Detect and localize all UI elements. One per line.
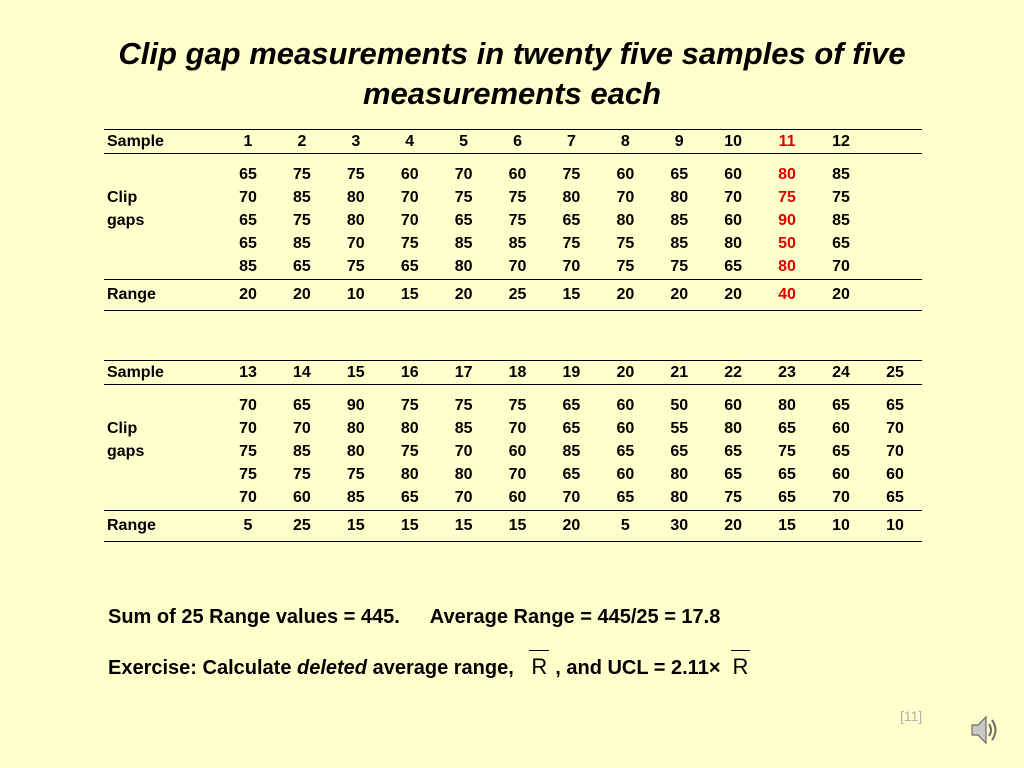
measurement-cell: 75 [454, 188, 473, 206]
measurement-cell: 65 [868, 486, 922, 511]
range-value: 15 [437, 511, 491, 542]
clip-label: Clip [107, 419, 138, 437]
measurement-cell: 75 [508, 211, 527, 229]
measurement-cell: 75 [832, 188, 850, 206]
measurement-row [104, 154, 922, 187]
measurement-cell: 65 [886, 396, 904, 414]
measurement-cell: 70 [454, 165, 473, 183]
sample-number: 6 [491, 130, 545, 154]
measurement-cell: 70 [544, 255, 598, 280]
measurement-cell: 75 [400, 442, 419, 460]
sample-label: Sample [104, 361, 221, 385]
measurement-cell: 75 [293, 465, 311, 483]
sample-number: 11 [760, 130, 814, 154]
empty-cell [868, 154, 922, 187]
measurement-cell: 70 [221, 486, 275, 511]
measurement-cell: 65 [724, 465, 743, 483]
row-label-empty [104, 385, 221, 418]
measurement-cell: 75 [329, 255, 383, 280]
average-range-text: Average Range = 445/25 = 17.8 [429, 606, 721, 628]
measurement-cell: 70 [886, 442, 904, 460]
sample-number: 2 [275, 130, 329, 154]
sample-number: 23 [760, 361, 814, 385]
measurement-cell: 90 [778, 211, 796, 229]
measurement-cell: 85 [293, 188, 311, 206]
empty-cell [868, 232, 922, 255]
measurement-cell: 85 [293, 234, 311, 252]
measurement-cell: 65 [562, 211, 581, 229]
measurement-cell: 75 [778, 442, 796, 460]
clip-gap-table-1 [104, 129, 922, 311]
measurement-cell: 60 [616, 465, 635, 483]
range-row [104, 511, 922, 542]
empty-cell [868, 186, 922, 209]
measurement-cell: 80 [760, 255, 814, 280]
sample-number: 8 [598, 130, 652, 154]
range-label: Range [104, 511, 221, 542]
empty-cell [868, 130, 922, 154]
measurement-cell: 55 [670, 419, 689, 437]
measurement-cell: 75 [706, 486, 760, 511]
measurement-cell: 70 [239, 188, 257, 206]
measurement-cell: 75 [239, 465, 257, 483]
range-value: 20 [544, 511, 598, 542]
empty-cell [868, 280, 922, 311]
measurement-cell: 75 [454, 396, 473, 414]
speaker-icon[interactable] [968, 712, 1002, 748]
measurement-cell: 75 [346, 465, 365, 483]
sample-number: 3 [329, 130, 383, 154]
measurement-cell: 65 [760, 486, 814, 511]
measurement-cell: 80 [454, 465, 473, 483]
sample-number: 16 [383, 361, 437, 385]
measurement-cell: 60 [724, 396, 743, 414]
measurement-cell: 60 [400, 165, 419, 183]
measurement-cell: 85 [454, 419, 473, 437]
measurement-cell: 85 [670, 211, 689, 229]
row-label-empty [104, 463, 221, 486]
row-label-empty [104, 486, 221, 511]
range-value: 5 [598, 511, 652, 542]
range-value: 20 [275, 280, 329, 311]
measurement-cell: 80 [724, 419, 743, 437]
measurement-cell: 65 [616, 442, 635, 460]
sample-number: 20 [598, 361, 652, 385]
measurement-row [104, 385, 922, 418]
measurement-cell: 70 [400, 188, 419, 206]
measurement-cell: 60 [832, 419, 850, 437]
range-value: 15 [760, 511, 814, 542]
r-bar-symbol-2: R [733, 650, 749, 680]
sample-number: 12 [814, 130, 868, 154]
range-value: 25 [491, 280, 545, 311]
measurement-cell: 60 [886, 465, 904, 483]
sample-header-row [104, 361, 922, 385]
measurement-row [104, 463, 922, 486]
measurement-row [104, 209, 922, 232]
range-value: 5 [221, 511, 275, 542]
measurement-cell: 70 [491, 255, 545, 280]
row-label-empty [104, 255, 221, 280]
measurement-cell: 80 [616, 211, 635, 229]
measurement-cell: 70 [544, 486, 598, 511]
measurement-cell: 65 [598, 486, 652, 511]
measurement-cell: 85 [293, 442, 311, 460]
measurement-cell: 65 [832, 442, 850, 460]
clip-gap-table-2 [104, 360, 922, 542]
measurement-cell: 70 [239, 419, 257, 437]
range-value: 30 [652, 511, 706, 542]
measurement-row [104, 486, 922, 511]
measurement-cell: 65 [562, 396, 581, 414]
measurement-cell: 65 [562, 465, 581, 483]
measurement-cell: 75 [508, 396, 527, 414]
measurement-row [104, 417, 922, 440]
row-label-empty [104, 154, 221, 187]
measurement-cell: 65 [383, 486, 437, 511]
measurement-cell: 80 [400, 419, 419, 437]
measurement-cell: 80 [346, 188, 365, 206]
range-value: 10 [814, 511, 868, 542]
measurement-cell: 75 [508, 188, 527, 206]
measurement-cell: 80 [670, 465, 689, 483]
range-value: 20 [598, 280, 652, 311]
measurement-cell: 80 [652, 486, 706, 511]
measurement-cell: 60 [724, 211, 743, 229]
measurement-cell: 65 [293, 396, 311, 414]
sample-label: Sample [104, 130, 221, 154]
measurement-cell: 70 [724, 188, 743, 206]
sample-number: 14 [275, 361, 329, 385]
measurement-cell: 85 [562, 442, 581, 460]
measurement-cell: 70 [293, 419, 311, 437]
range-value: 15 [383, 511, 437, 542]
measurement-cell: 65 [670, 165, 689, 183]
empty-cell [868, 209, 922, 232]
sample-number: 18 [491, 361, 545, 385]
clip-label: Clip [107, 188, 138, 206]
measurement-row [104, 232, 922, 255]
measurement-cell: 80 [778, 396, 796, 414]
range-label: Range [104, 280, 221, 311]
measurement-cell: 80 [346, 442, 365, 460]
sample-number: 25 [868, 361, 922, 385]
range-value: 15 [544, 280, 598, 311]
range-summary [108, 606, 720, 629]
exercise-middle: average range, [367, 657, 520, 679]
measurement-cell: 50 [670, 396, 689, 414]
sample-number: 1 [221, 130, 275, 154]
exercise-prefix: Exercise: Calculate [108, 657, 297, 679]
sample-number: 19 [544, 361, 598, 385]
measurement-cell: 85 [329, 486, 383, 511]
measurement-cell: 70 [886, 419, 904, 437]
exercise-text [108, 650, 756, 680]
measurement-cell: 70 [814, 486, 868, 511]
sample-number: 5 [437, 130, 491, 154]
range-value: 15 [491, 511, 545, 542]
measurement-cell: 80 [562, 188, 581, 206]
measurement-cell: 75 [346, 165, 365, 183]
measurement-cell: 75 [652, 255, 706, 280]
sample-number: 4 [383, 130, 437, 154]
measurement-cell: 75 [598, 255, 652, 280]
measurement-cell: 80 [778, 165, 796, 183]
range-value: 25 [275, 511, 329, 542]
range-value: 15 [329, 511, 383, 542]
measurement-cell: 75 [400, 234, 419, 252]
measurement-cell: 50 [778, 234, 796, 252]
sample-number: 22 [706, 361, 760, 385]
sample-number: 7 [544, 130, 598, 154]
sample-number: 9 [652, 130, 706, 154]
sample-header-row [104, 130, 922, 154]
measurement-cell: 65 [832, 396, 850, 414]
measurement-cell: 85 [221, 255, 275, 280]
range-value: 40 [760, 280, 814, 311]
measurement-cell: 70 [346, 234, 365, 252]
measurement-row [104, 440, 922, 463]
measurement-cell: 60 [616, 165, 635, 183]
r-bar-symbol: R [531, 650, 547, 680]
sample-number: 24 [814, 361, 868, 385]
range-value: 20 [706, 280, 760, 311]
measurement-cell: 60 [275, 486, 329, 511]
measurement-cell: 75 [293, 211, 311, 229]
measurement-cell: 75 [239, 442, 257, 460]
measurement-cell: 65 [670, 442, 689, 460]
measurement-cell: 85 [832, 165, 850, 183]
measurement-cell: 90 [346, 396, 365, 414]
measurement-cell: 80 [670, 188, 689, 206]
measurement-cell: 65 [832, 234, 850, 252]
sample-number: 21 [652, 361, 706, 385]
measurement-cell: 75 [400, 396, 419, 414]
measurement-cell: 70 [616, 188, 635, 206]
measurement-cell: 80 [437, 255, 491, 280]
measurement-cell: 65 [275, 255, 329, 280]
measurement-cell: 80 [724, 234, 743, 252]
measurement-cell: 85 [670, 234, 689, 252]
measurement-cell: 80 [346, 211, 365, 229]
measurement-cell: 60 [508, 165, 527, 183]
measurement-row [104, 255, 922, 280]
measurement-cell: 70 [814, 255, 868, 280]
measurement-cell: 65 [383, 255, 437, 280]
measurement-cell: 65 [706, 255, 760, 280]
measurement-cell: 70 [454, 442, 473, 460]
measurement-cell: 60 [491, 486, 545, 511]
measurement-cell: 75 [562, 234, 581, 252]
measurement-cell: 60 [832, 465, 850, 483]
measurement-cell: 60 [724, 165, 743, 183]
measurement-cell: 60 [508, 442, 527, 460]
slide-number: [11] [900, 708, 923, 724]
range-row [104, 280, 922, 311]
measurement-cell: 65 [724, 442, 743, 460]
gaps-label: gaps [107, 211, 145, 229]
measurement-cell: 85 [454, 234, 473, 252]
measurement-cell: 70 [508, 419, 527, 437]
measurement-cell: 85 [508, 234, 527, 252]
sample-number: 13 [221, 361, 275, 385]
measurement-cell: 65 [239, 165, 257, 183]
measurement-cell: 65 [562, 419, 581, 437]
sample-number: 17 [437, 361, 491, 385]
measurement-cell: 85 [832, 211, 850, 229]
range-value: 15 [383, 280, 437, 311]
measurement-cell: 75 [293, 165, 311, 183]
measurement-row [104, 186, 922, 209]
measurement-cell: 75 [562, 165, 581, 183]
sample-number: 15 [329, 361, 383, 385]
range-value: 20 [652, 280, 706, 311]
measurement-cell: 65 [239, 211, 257, 229]
range-value: 20 [437, 280, 491, 311]
sample-number: 10 [706, 130, 760, 154]
measurement-cell: 75 [616, 234, 635, 252]
exercise-suffix: , and UCL = 2.11× [555, 657, 721, 679]
measurement-cell: 60 [616, 419, 635, 437]
range-value: 20 [706, 511, 760, 542]
row-label-empty [104, 232, 221, 255]
gaps-label: gaps [107, 442, 145, 460]
measurement-cell: 70 [508, 465, 527, 483]
exercise-emphasis: deleted [297, 657, 368, 679]
measurement-cell: 80 [400, 465, 419, 483]
range-value: 20 [221, 280, 275, 311]
range-value: 10 [868, 511, 922, 542]
measurement-cell: 65 [454, 211, 473, 229]
sum-of-ranges-text: Sum of 25 Range values = 445. [108, 606, 400, 628]
measurement-cell: 80 [346, 419, 365, 437]
range-value: 20 [814, 280, 868, 311]
measurement-cell: 65 [239, 234, 257, 252]
measurement-cell: 70 [239, 396, 257, 414]
range-value: 10 [329, 280, 383, 311]
measurement-cell: 70 [437, 486, 491, 511]
measurement-cell: 65 [778, 465, 796, 483]
measurement-cell: 60 [616, 396, 635, 414]
slide-title: Clip gap measurements in twenty five samples of five measurements each [118, 36, 906, 111]
measurement-cell: 75 [778, 188, 796, 206]
empty-cell [868, 255, 922, 280]
measurement-cell: 65 [778, 419, 796, 437]
measurement-cell: 70 [400, 211, 419, 229]
